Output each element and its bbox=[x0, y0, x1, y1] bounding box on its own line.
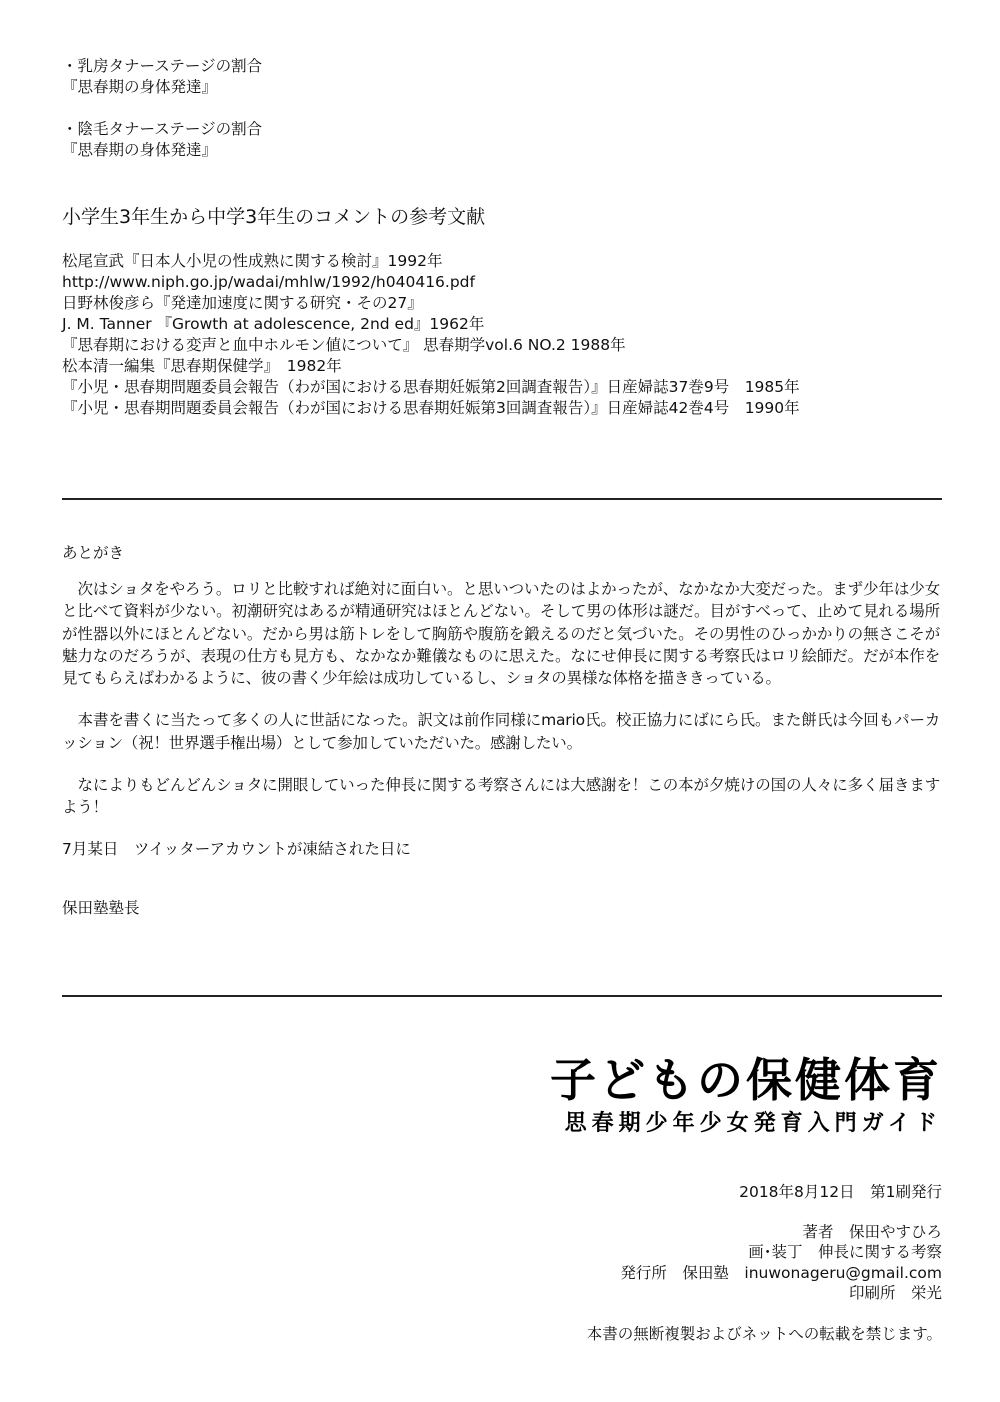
afterword-title: あとがき bbox=[62, 544, 125, 562]
colophon bbox=[587, 1182, 942, 1344]
figure-ref-source: 『思春期の身体発達』 bbox=[62, 78, 218, 96]
section-divider bbox=[62, 995, 942, 997]
colophon-publisher: 発行所 保田塾 inuwonageru@gmail.com bbox=[620, 1263, 942, 1282]
figure-ref-label: ・乳房タナーステージの割合 bbox=[62, 57, 263, 75]
colophon-printer: 印刷所 栄光 bbox=[848, 1284, 942, 1302]
afterword-paragraph: 次はショタをやろう。ロリと比較すれば絶対に面白い。と思いついたのはよかったが、なかなか大変だった。まず少年は少女と比べて資料が少ない。初潮研究はあるが精通研究はほとんどない。そして男の体形は謎だ。目がすべって、止めて見れる場所が性器以外にほとんどない。だから男は筋トレをして胸筋や腹筋を鍛えるのだと気づいた。その男性のひっかかりの無さこそが魅力なのだろうが、表現の仕方も見方も、なかなか難儀なものに思えた。なにせ伸長に関する考察氏はロリ絵師だ。だが本作を見てもらえばわかるように、彼の書く少年絵は成功しているし、ショタの異様な体格を描ききっている。 bbox=[62, 580, 940, 688]
afterword-paragraph: なによりもどんどんショタに開眼していった伸長に関する考察さんには大感謝を！この本が夕焼けの国の人々に多く届きますよう！ bbox=[62, 776, 940, 817]
reference-item: 『思春期における変声と血中ホルモン値について』 思春期学vol.6 NO.2 1988年 bbox=[62, 336, 626, 354]
afterword-date-line: 7月某日 ツイッターアカウントが凍結された日に bbox=[62, 839, 411, 858]
reference-item: 『小児・思春期問題委員会報告（わが国における思春期妊娠第3回調査報告）』日産婦誌42巻4号 1990年 bbox=[62, 399, 800, 417]
figure-ref-source: 『思春期の身体発達』 bbox=[62, 141, 218, 159]
reference-item: 松尾宣武『日本人小児の性成熟に関する検討』1992年 bbox=[62, 252, 443, 270]
reference-item: 日野林俊彦ら『発達加速度に関する研究・その27』 bbox=[62, 294, 423, 312]
section-divider bbox=[62, 498, 942, 500]
book-subtitle: 思春期少年少女発育入門ガイド bbox=[564, 1111, 942, 1136]
afterword-signature: 保田塾塾長 bbox=[62, 898, 140, 917]
colophon-author: 著者 保田やすひろ bbox=[802, 1222, 942, 1241]
figure-ref-label: ・陰毛タナーステージの割合 bbox=[62, 120, 263, 138]
figure-references bbox=[62, 56, 262, 161]
colophon-illustration: 画･装丁 伸長に関する考察 bbox=[748, 1243, 942, 1261]
colophon-edition: 2018年8月12日 第1刷発行 bbox=[739, 1183, 942, 1201]
reference-item: J. M. Tanner 『Growth at adolescence, 2nd ed』1962年 bbox=[62, 315, 485, 333]
afterword-section bbox=[62, 543, 940, 919]
references-list bbox=[62, 251, 800, 419]
afterword-paragraph: 本書を書くに当たって多くの人に世話になった。訳文は前作同様にmario氏。校正協力にばにら氏。また餅氏は今回もパーカッション（祝！世界選手権出場）として参加していただいた。感謝したい。 bbox=[62, 711, 940, 752]
references-heading: 小学生3年生から中学3年生のコメントの参考文献 bbox=[62, 206, 486, 228]
reference-item: http://www.niph.go.jp/wadai/mhlw/1992/h040416.pdf bbox=[62, 273, 475, 291]
colophon-notice: 本書の無断複製およびネットへの転載を禁じます。 bbox=[586, 1324, 942, 1343]
reference-item: 松本清一編集『思春期保健学』 1982年 bbox=[62, 357, 342, 375]
book-title: 子どもの保健体育 bbox=[550, 1053, 942, 1107]
reference-item: 『小児・思春期問題委員会報告（わが国における思春期妊娠第2回調査報告）』日産婦誌37巻9号 1985年 bbox=[62, 378, 800, 396]
